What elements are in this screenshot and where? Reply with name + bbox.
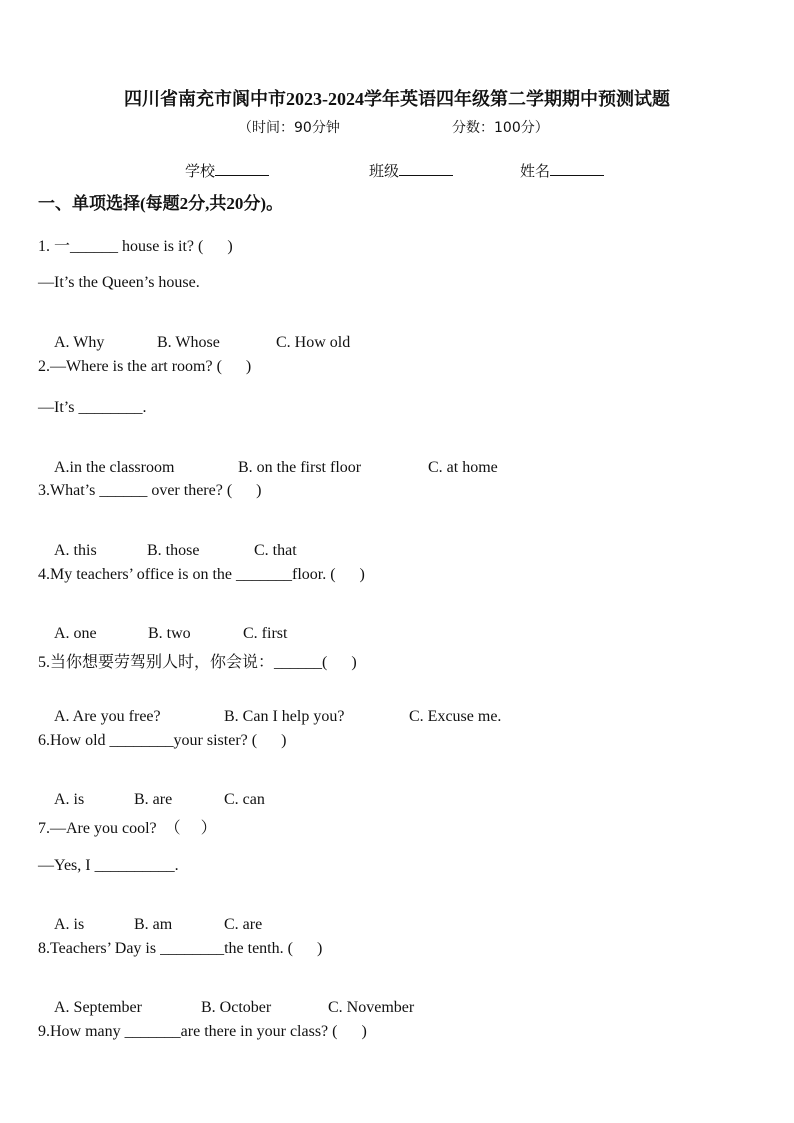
section-heading: 一、单项选择(每题2分,共20分)。 (38, 194, 284, 213)
school-blank (215, 161, 269, 176)
question-2: 2.—Where is the art room? ( ) (38, 358, 252, 375)
option-c: C. are (224, 916, 263, 933)
page-title: 四川省南充市阆中市2023-2024学年英语四年级第二学期期中预测试题 (124, 89, 670, 109)
name-blank (550, 161, 604, 176)
option-b: B. on the first floor (238, 459, 362, 476)
class-blank (399, 161, 453, 176)
question-2-dialog: —It’s ________. (38, 399, 147, 416)
option-a: A. this (54, 542, 97, 559)
question-3: 3.What’s ______ over there? ( ) (38, 482, 262, 499)
option-c: C. at home (428, 459, 498, 476)
name-field (520, 160, 604, 181)
question-9: 9.How many _______are there in your class? ( ) (38, 1023, 367, 1040)
option-c: C. can (224, 791, 265, 808)
question-4: 4.My teachers’ office is on the _______floor. ( ) (38, 566, 365, 583)
name-label: 姓名 (520, 162, 551, 180)
option-b: B. two (148, 625, 191, 642)
question-1: 1. 一______ house is it? ( ) (38, 238, 233, 255)
option-c: C. November (328, 999, 415, 1016)
option-a: A. is (54, 791, 85, 808)
option-a: A. one (54, 625, 97, 642)
time-limit: （时间：90分钟 (238, 120, 340, 136)
question-1-dialog: —It’s the Queen’s house. (38, 274, 200, 291)
option-b: B. October (201, 999, 272, 1016)
option-a: A.in the classroom (54, 459, 175, 476)
option-b: B. Whose (157, 334, 220, 351)
option-a: A. Why (54, 334, 105, 351)
question-8: 8.Teachers’ Day is ________the tenth. ( ) (38, 940, 323, 957)
option-b: B. are (134, 791, 173, 808)
total-score: 分数：100分） (452, 120, 549, 136)
question-6: 6.How old ________your sister? ( ) (38, 732, 287, 749)
question-7-dialog: —Yes, I __________. (38, 857, 179, 874)
option-c: C. first (243, 625, 288, 642)
option-a: A. Are you free? (54, 708, 161, 725)
option-c: C. Excuse me. (409, 708, 502, 725)
school-field (185, 160, 269, 181)
question-5: 5.当你想要劳驾别人时，你会说：______( ) (38, 654, 357, 671)
class-label: 班级 (369, 162, 400, 180)
option-a: A. September (54, 999, 142, 1016)
option-b: B. am (134, 916, 173, 933)
school-label: 学校 (185, 162, 216, 180)
option-a: A. is (54, 916, 85, 933)
class-field (369, 160, 453, 181)
option-b: B. those (147, 542, 200, 559)
option-b: B. Can I help you? (224, 708, 345, 725)
option-c: C. How old (276, 334, 351, 351)
question-7: 7.—Are you cool? （ ） (38, 820, 217, 837)
option-c: C. that (254, 542, 297, 559)
